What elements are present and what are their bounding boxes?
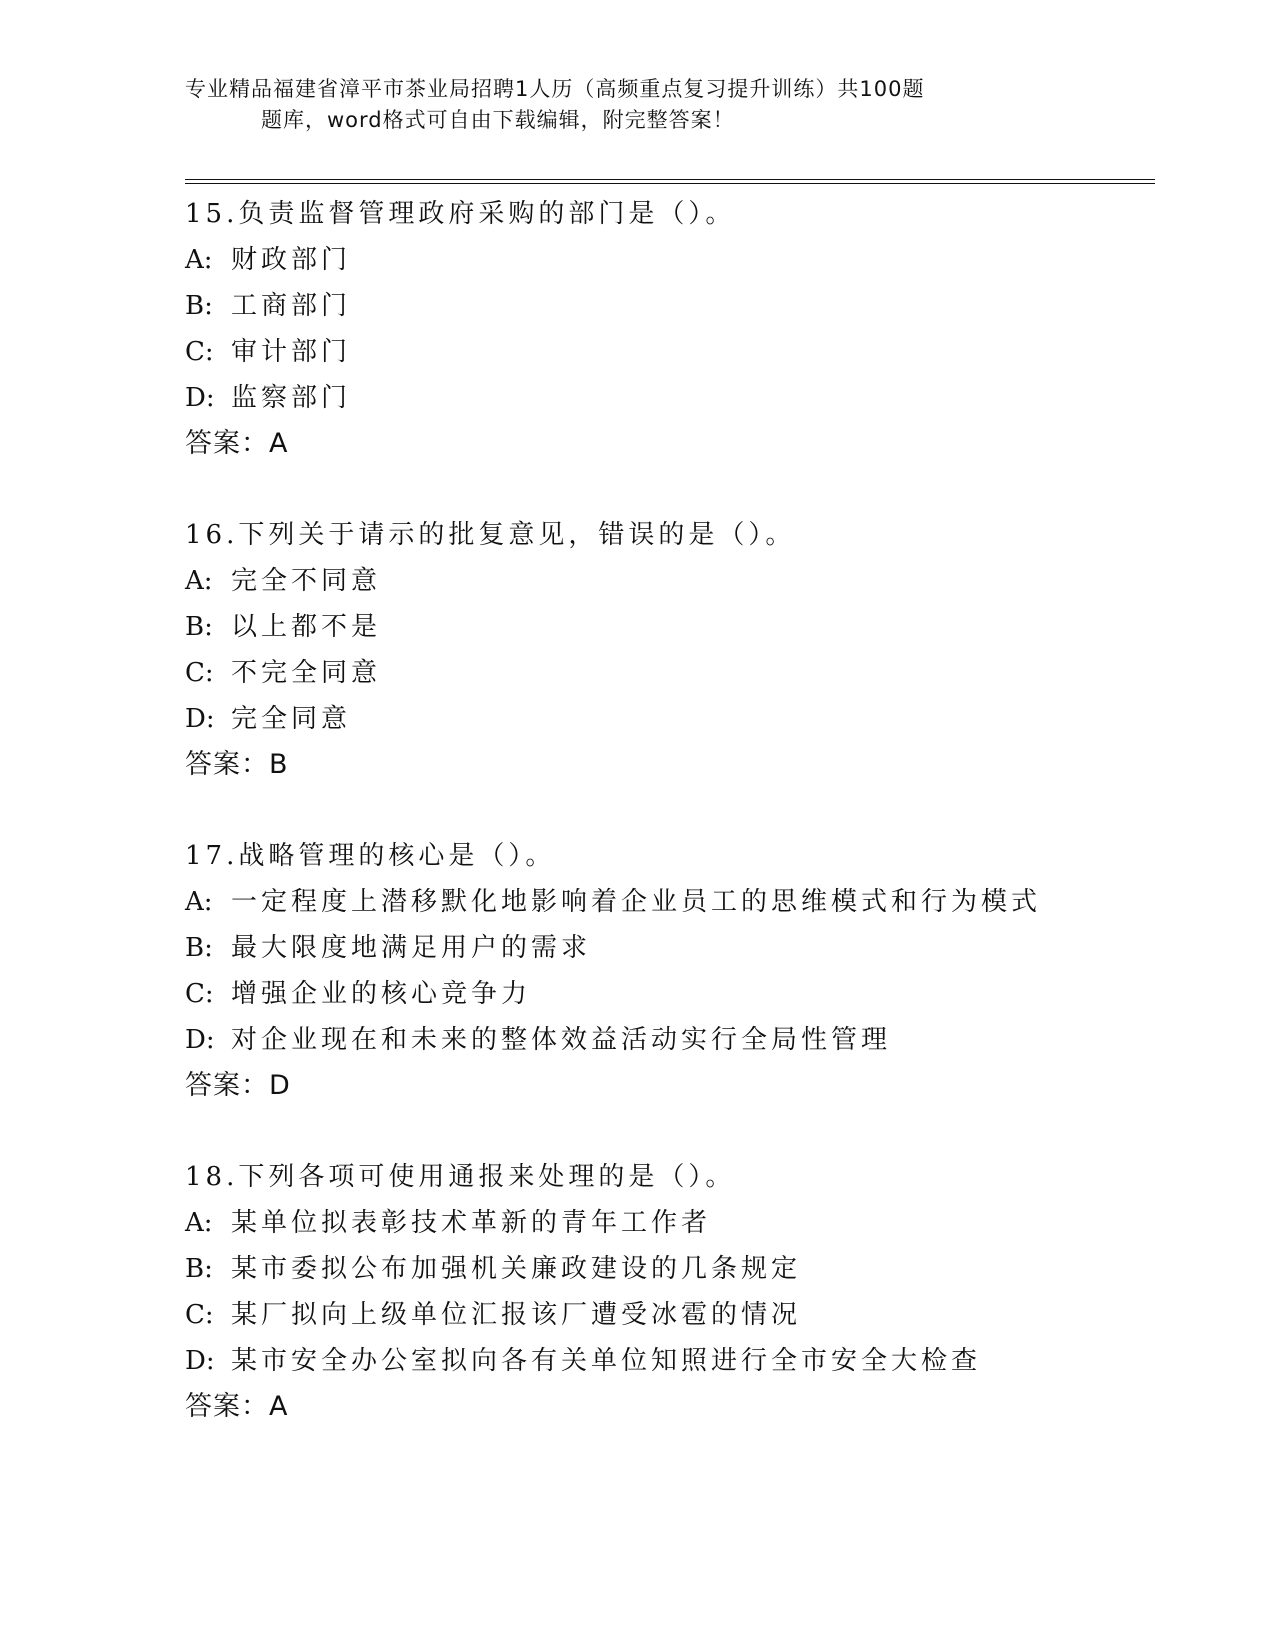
question-18 bbox=[185, 1154, 1185, 1430]
option-letter: D: bbox=[185, 383, 215, 413]
option-d bbox=[185, 1338, 1185, 1384]
option-text: 财政部门 bbox=[231, 245, 352, 275]
option-text: 不完全同意 bbox=[231, 658, 382, 688]
option-a bbox=[185, 1200, 1185, 1246]
option-text: 某单位拟表彰技术革新的青年工作者 bbox=[231, 1208, 712, 1238]
question-16 bbox=[185, 512, 1185, 788]
option-letter: D: bbox=[185, 1025, 215, 1055]
option-c bbox=[185, 329, 1185, 375]
question-stem: 16.下列关于请示的批复意见，错误的是（）。 bbox=[185, 520, 796, 550]
option-b bbox=[185, 604, 1185, 650]
option-text: 监察部门 bbox=[231, 383, 352, 413]
option-d bbox=[185, 696, 1185, 742]
option-letter: C: bbox=[185, 979, 214, 1009]
option-letter: D: bbox=[185, 1346, 215, 1376]
option-a bbox=[185, 558, 1185, 604]
question-list bbox=[185, 191, 1185, 1475]
header-title-line-2: 题库，word格式可自由下载编辑，附完整答案！ bbox=[261, 108, 735, 132]
option-letter: B: bbox=[185, 612, 213, 642]
option-a bbox=[185, 879, 1185, 925]
option-letter: A: bbox=[185, 1208, 213, 1238]
option-letter: D: bbox=[185, 704, 215, 734]
option-text: 完全不同意 bbox=[231, 566, 382, 596]
option-c bbox=[185, 1292, 1185, 1338]
option-letter: C: bbox=[185, 337, 214, 367]
option-letter: B: bbox=[185, 291, 213, 321]
option-c bbox=[185, 650, 1185, 696]
option-text: 最大限度地满足用户的需求 bbox=[231, 933, 592, 963]
option-letter: A: bbox=[185, 887, 213, 917]
header-divider-bottom bbox=[185, 183, 1155, 184]
question-stem: 15.负责监督管理政府采购的部门是（）。 bbox=[185, 199, 736, 229]
option-b bbox=[185, 283, 1185, 329]
header-divider-top bbox=[185, 179, 1155, 180]
question-17 bbox=[185, 833, 1185, 1109]
question-15 bbox=[185, 191, 1185, 467]
option-text: 某市委拟公布加强机关廉政建设的几条规定 bbox=[231, 1254, 802, 1284]
option-b bbox=[185, 925, 1185, 971]
option-a bbox=[185, 237, 1185, 283]
option-letter: B: bbox=[185, 933, 213, 963]
option-text: 增强企业的核心竞争力 bbox=[231, 979, 532, 1009]
option-letter: A: bbox=[185, 566, 213, 596]
option-c bbox=[185, 971, 1185, 1017]
answer-line: 答案：D bbox=[185, 1070, 291, 1101]
option-letter: C: bbox=[185, 1300, 214, 1330]
answer-line: 答案：A bbox=[185, 1391, 289, 1422]
option-text: 某市安全办公室拟向各有关单位知照进行全市安全大检查 bbox=[231, 1346, 982, 1376]
option-b bbox=[185, 1246, 1185, 1292]
answer-line: 答案：B bbox=[185, 749, 289, 780]
document-header bbox=[185, 74, 1045, 136]
option-letter: B: bbox=[185, 1254, 213, 1284]
option-text: 审计部门 bbox=[231, 337, 352, 367]
answer-line: 答案：A bbox=[185, 428, 289, 459]
header-title-line-1: 专业精品福建省漳平市茶业局招聘1人历（高频重点复习提升训练）共100题 bbox=[185, 77, 925, 101]
question-stem: 17.战略管理的核心是（）。 bbox=[185, 841, 556, 871]
option-text: 某厂拟向上级单位汇报该厂遭受冰雹的情况 bbox=[231, 1300, 802, 1330]
option-text: 以上都不是 bbox=[231, 612, 382, 642]
option-letter: C: bbox=[185, 658, 214, 688]
option-text: 对企业现在和未来的整体效益活动实行全局性管理 bbox=[231, 1025, 892, 1055]
option-d bbox=[185, 1017, 1185, 1063]
option-letter: A: bbox=[185, 245, 213, 275]
option-text: 完全同意 bbox=[231, 704, 352, 734]
question-stem: 18.下列各项可使用通报来处理的是（）。 bbox=[185, 1162, 736, 1192]
option-d bbox=[185, 375, 1185, 421]
option-text: 工商部门 bbox=[231, 291, 352, 321]
option-text: 一定程度上潜移默化地影响着企业员工的思维模式和行为模式 bbox=[231, 887, 1042, 917]
